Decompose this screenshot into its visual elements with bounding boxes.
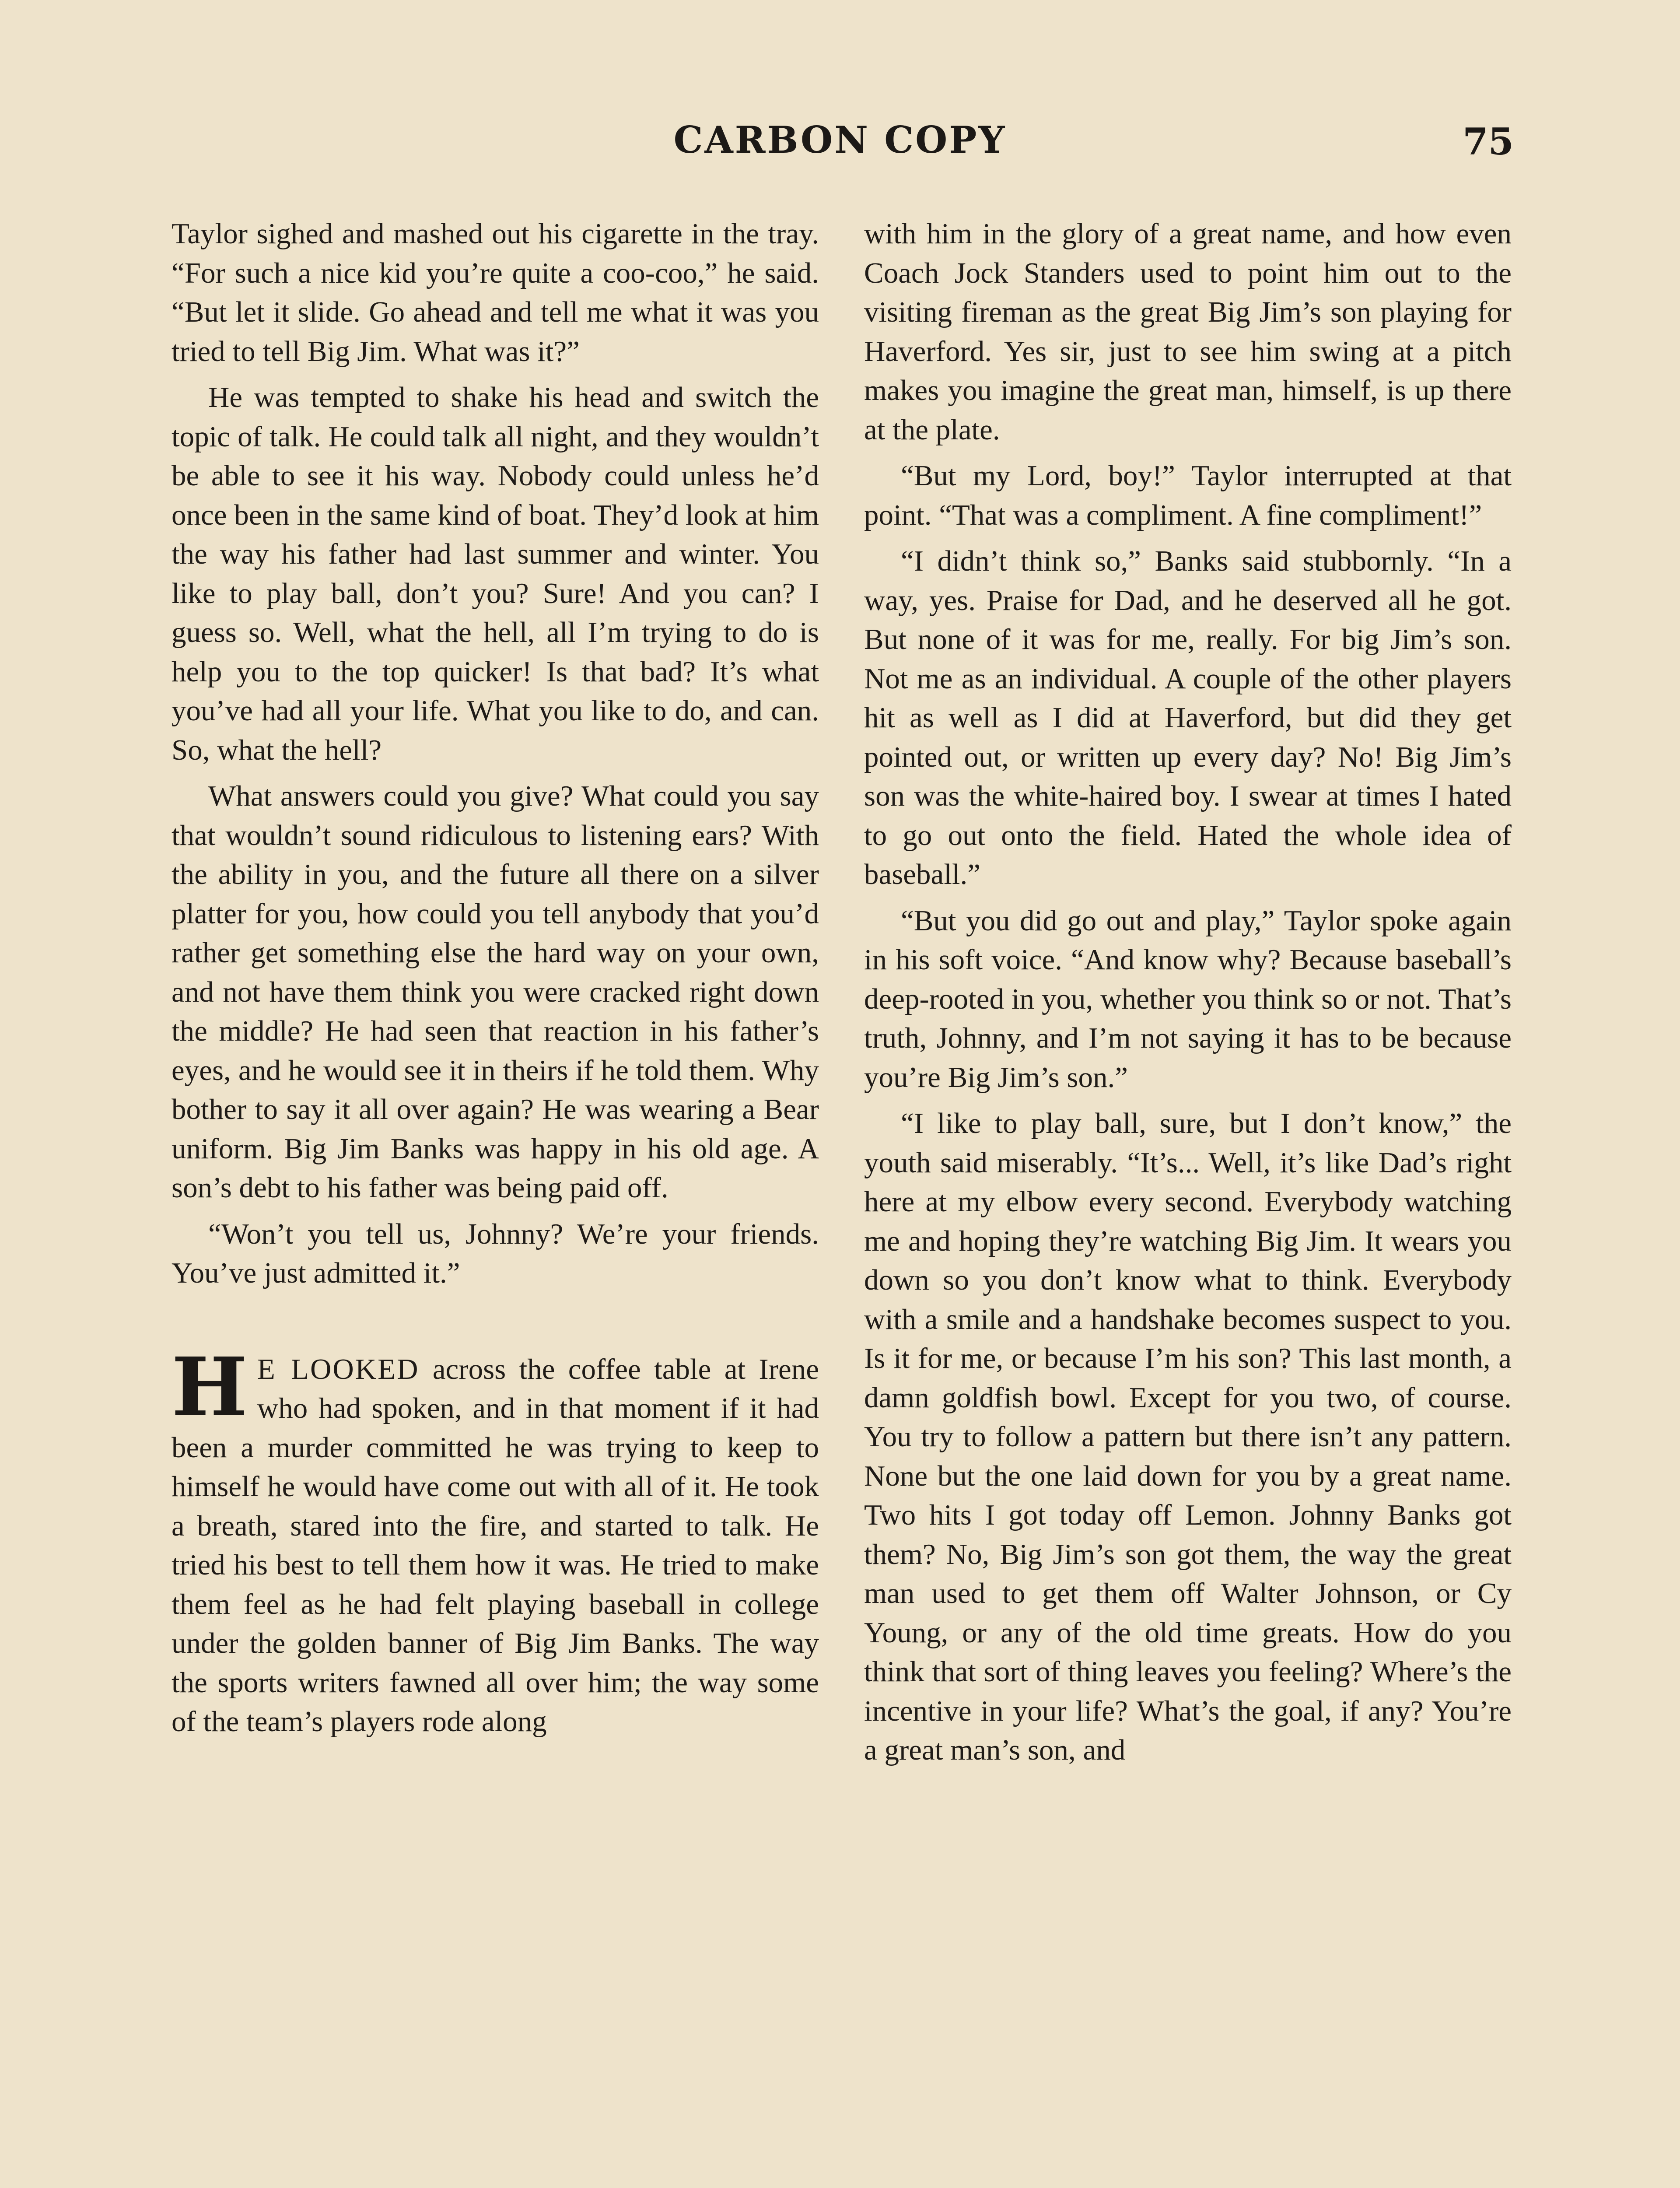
paragraph: What answers could you give? What could you say that wouldn’t sound ridiculous to listening ears? With the ability in you, and the future all there on a silver platter for you, how could you tell anybody that you’d rather get something else the hard way on your own, and not have them think you were cracked right down the middle? He had seen that reaction in his father’s eyes, and he would see it in theirs if he told them. Why bother to say it all over again? He was wearing a Bear uniform. Big Jim Banks was happy in his old age. A son’s debt to his father was being paid off. xyxy=(172,780,819,1204)
paragraph: He was tempted to shake his head and switch the topic of talk. He could talk all night, and they wouldn’t be able to see it his way. Nobody could unless he’d once been in the same kind of boat. They’d look at him the way his father had last summer and winter. You like to play ball, don’t you? Sure! And you can? I guess so. Well, what the hell, all I’m trying to do is help you to the top quicker! Is that bad? It’s what you’ve had all your life. What you like to do, and can. So, what the hell? xyxy=(172,381,819,766)
page-number: 75 xyxy=(1463,120,1514,163)
section-lead-words: E LOOKED xyxy=(257,1353,420,1385)
paragraph: “I like to play ball, sure, but I don’t know,” the youth said miserably. “It’s... Well, it’s like Dad’s right here at my elbow every second. Everybody watching me and hoping they’re watching Big Jim. It wears you down so you don’t know what to think. Everybody with a smile and a handshake becomes suspect to you. Is it for me, or because I’m his son? This last month, a damn goldfish bowl. Except for you two, of course. You try to follow a pattern but there isn’t any pattern. None but the one laid down for you by a great name. Two hits I got today off Lemon. Johnny Banks got them? No, Big Jim’s son got them, the way the great man used to get them off Walter Johnson, or Cy Young, or any of the old time greats. How do you think that sort of thing leaves you feeling? Where’s the incentive in your life? What’s the goal, if any? You’re a great man’s son, and xyxy=(864,1107,1512,1766)
left-column xyxy=(172,214,819,1749)
paragraph: Taylor sighed and mashed out his cigarette in the tray. “For such a nice kid you’re quite a coo-coo,” he said. “But let it slide. Go ahead and tell me what it was you tried to tell Big Jim. What was it?” xyxy=(172,217,819,368)
page-header xyxy=(166,118,1514,184)
drop-cap: H xyxy=(172,1339,248,1434)
paragraph: “But you did go out and play,” Taylor spoke again in his soft voice. “And know why? Because baseball’s deep-rooted in you, whether you think so or not. That’s truth, Johnny, and I’m not saying it has to be because you’re Big Jim’s son.” xyxy=(864,904,1512,1094)
paragraph: “But my Lord, boy!” Taylor interrupted at that point. “That was a compliment. A fine compliment!” xyxy=(864,459,1512,531)
right-column xyxy=(864,214,1512,1777)
paragraph: with him in the glory of a great name, and how even Coach Jock Standers used to point him out to the visiting fireman as the great Big Jim’s son playing for Haverford. Yes sir, just to see him swing at a pitch makes you imagine the great man, himself, is up there at the plate. xyxy=(864,217,1512,446)
paragraph: “I didn’t think so,” Banks said stubbornly. “In a way, yes. Praise for Dad, and he deserved all he got. But none of it was for me, really. For big Jim’s son. Not me as an individual. A couple of the other players hit as well as I did at Haverford, but did they get pointed out, or written up every day? No! Big Jim’s son was the white-haired boy. I swear at times I hated to go out onto the field. Hated the whole idea of baseball.” xyxy=(864,545,1512,891)
paragraph: “Won’t you tell us, Johnny? We’re your friends. You’ve just admitted it.” xyxy=(172,1217,819,1289)
section-opening-paragraph xyxy=(172,1339,819,1742)
section-text: across the coffee table at Irene who had spoken, and in that moment if it had been a murder committed he was trying to keep to himself he would have come out with all of it. He took a breath, stared into the fire, and started to talk. He tried his best to tell them how it was. He tried to make them feel as he had felt playing baseball in college under the golden banner of Big Jim Banks. The way the sports writers fawned all over him; the way some of the team’s players rode along xyxy=(172,1353,819,1738)
running-head: CARBON COPY xyxy=(673,118,1007,161)
